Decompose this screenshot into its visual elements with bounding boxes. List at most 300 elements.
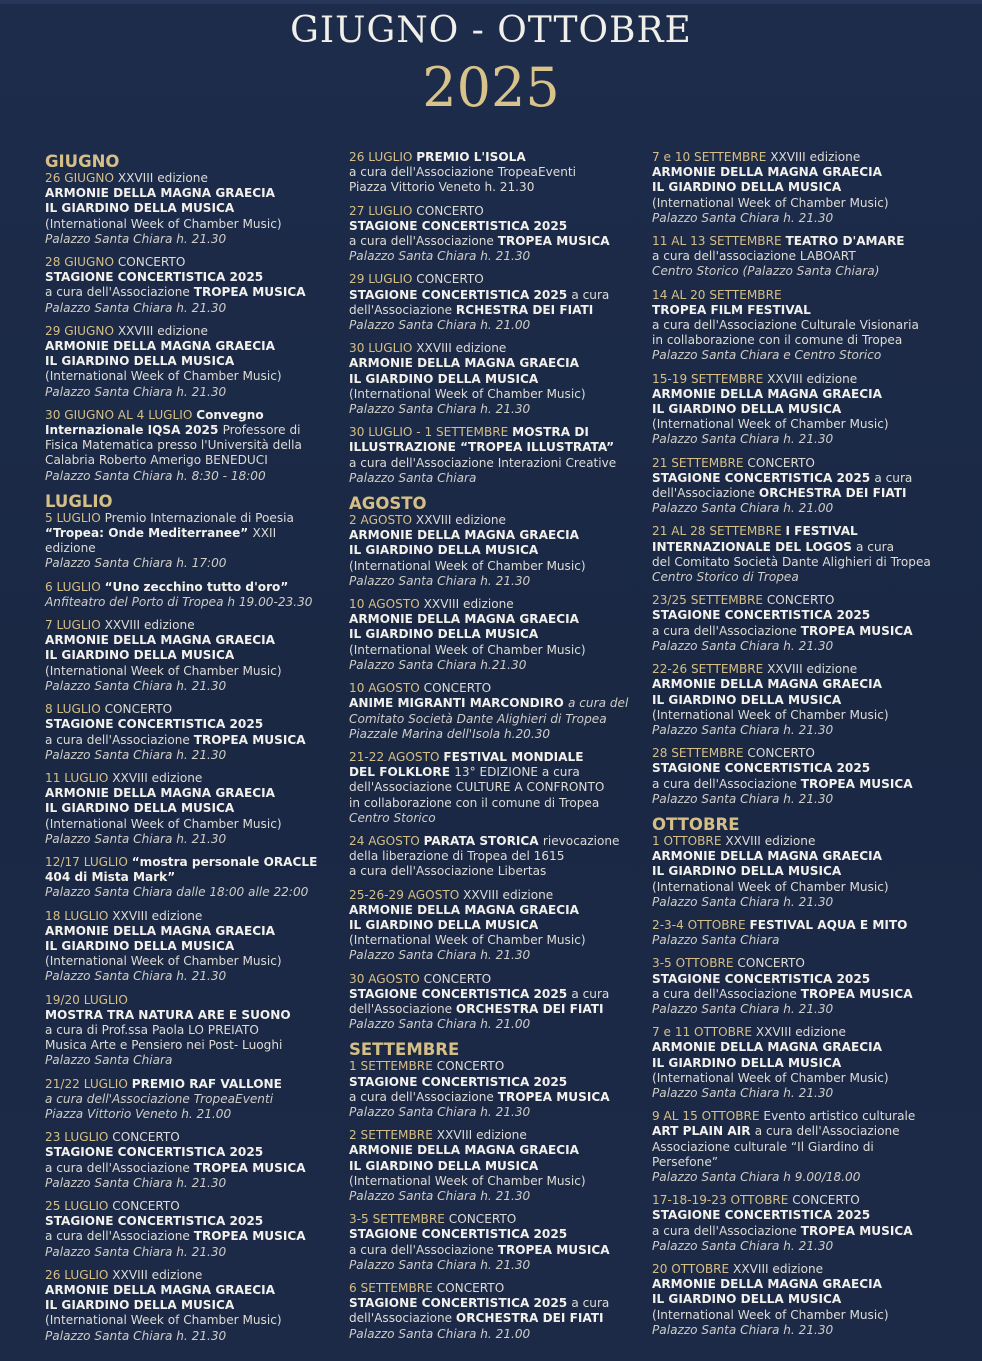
event-text: XXVIII edizione: [415, 513, 506, 528]
event-title: IL GIARDINO DELLA MUSICA: [652, 1055, 842, 1070]
event-date: 29 GIUGNO: [45, 323, 118, 338]
event-text: (International Week of Chamber Music): [652, 417, 889, 432]
event-line: [652, 1071, 942, 1086]
event-title: RCHESTRA DEI FIATI: [455, 302, 594, 317]
event-text: XXVIII edizione: [733, 1262, 824, 1276]
events-column-1: [45, 150, 328, 1352]
event-line: [45, 595, 328, 610]
event-entry: [349, 750, 635, 826]
event-title: PREMIO RAF VALLONE: [131, 1076, 282, 1091]
event-date: 23/25 SETTEMBRE: [652, 593, 767, 608]
event-line: [349, 765, 635, 780]
event-line: [45, 324, 328, 339]
event-line: [652, 372, 942, 387]
event-date: 10 AGOSTO: [349, 681, 424, 696]
event-line: [652, 918, 942, 933]
event-title: TROPEA FILM FESTIVAL: [652, 302, 811, 317]
event-line: [349, 471, 635, 486]
event-location: Palazzo Santa Chiara h. 21.30: [45, 1328, 227, 1343]
event-text: dell'Associazione: [652, 486, 759, 501]
event-text: a cura dell'Associazione: [754, 1124, 900, 1139]
event-title: TROPEA MUSICA: [193, 285, 306, 300]
event-title: “Uno zecchino tutto d'oro”: [104, 579, 289, 594]
event-entry: [652, 662, 942, 738]
event-text: XXVIII edizione: [725, 833, 816, 848]
event-line: [45, 285, 328, 300]
event-entry: [652, 956, 942, 1017]
event-text: a cura dell'Associazione: [45, 1229, 194, 1244]
event-line: [349, 1090, 635, 1105]
event-title: Convegno: [196, 407, 264, 422]
event-location: Palazzo Santa Chiara h. 21.30: [652, 1238, 834, 1253]
event-entry: [349, 1281, 635, 1342]
event-entry: [652, 918, 942, 948]
event-line: [45, 924, 328, 939]
event-line: [45, 648, 328, 663]
event-line: [349, 1281, 635, 1296]
event-line: [652, 849, 942, 864]
event-title: TROPEA MUSICA: [193, 1160, 306, 1175]
event-date: 30 AGOSTO: [349, 971, 424, 986]
event-entry: [349, 425, 635, 486]
event-line: [45, 1245, 328, 1260]
event-line: [349, 627, 635, 642]
event-date: 7 e 11 OTTOBRE: [652, 1025, 756, 1040]
event-date: 3-5 SETTEMBRE: [349, 1212, 449, 1227]
event-text: a cura: [571, 287, 610, 302]
event-entry: [349, 272, 635, 333]
event-line: [45, 556, 328, 571]
event-text: Calabria Roberto Amerigo BENEDUCI: [45, 453, 268, 468]
event-line: [349, 456, 635, 471]
event-entry: [349, 1212, 635, 1273]
event-text: CONCERTO: [112, 1130, 180, 1145]
event-date: 1 OTTOBRE: [652, 833, 726, 848]
event-line: [652, 880, 942, 895]
event-line: [349, 272, 635, 287]
event-line: [45, 438, 328, 453]
event-location: Piazza Vittorio Veneto h. 21.00: [45, 1106, 232, 1121]
event-text: del Comitato Società Dante Alighieri di Tropea: [652, 554, 931, 569]
event-text: XXVIII edizione: [416, 341, 507, 356]
event-line: [45, 870, 328, 885]
event-title: ARMONIE DELLA MAGNA GRAECIA: [652, 1277, 882, 1292]
event-text: Fisica Matematica presso l'Università della: [45, 438, 302, 453]
event-entry: [349, 204, 635, 265]
event-text: a cura dell'Associazione: [349, 234, 498, 249]
event-entry: [652, 524, 942, 585]
event-line: [349, 1311, 635, 1326]
event-entry: [652, 1109, 942, 1185]
event-date: 30 LUGLIO: [349, 341, 417, 356]
event-title: IL GIARDINO DELLA MUSICA: [45, 801, 235, 816]
month-heading: GIUGNO: [45, 152, 120, 171]
event-entry: [45, 909, 328, 985]
event-entry: [349, 341, 635, 417]
event-location: Palazzo Santa Chiara: [45, 1053, 173, 1068]
event-line: [45, 993, 328, 1008]
event-date: 12/17 LUGLIO: [45, 854, 132, 869]
event-location: Palazzo Santa Chiara e Centro Storico: [652, 348, 882, 363]
event-date: 28 SETTEMBRE: [652, 746, 748, 761]
event-line: [45, 954, 328, 969]
event-text: a cura: [571, 1296, 610, 1311]
event-title: “Tropea: Onde Mediterranee”: [45, 526, 253, 541]
event-line: [349, 440, 635, 455]
event-title: ARMONIE DELLA MAGNA GRAECIA: [349, 902, 579, 917]
event-line: [349, 780, 635, 795]
event-title: PREMIO L'ISOLA: [416, 150, 526, 164]
event-title: STAGIONE CONCERTISTICA 2025: [652, 608, 871, 623]
event-title: MOSTRA DI: [512, 425, 589, 440]
event-text: XXVIII edizione: [767, 662, 858, 677]
event-line: [652, 956, 942, 971]
event-line: [652, 264, 942, 279]
event-line: [45, 201, 328, 216]
event-title: ARMONIE DELLA MAGNA GRAECIA: [45, 339, 275, 354]
event-line: [349, 1296, 635, 1311]
event-text: a cura: [856, 539, 894, 554]
event-line: [652, 677, 942, 692]
event-text: CONCERTO: [792, 1193, 860, 1208]
event-line: [45, 832, 328, 847]
event-title: ARMONIE DELLA MAGNA GRAECIA: [652, 165, 882, 180]
event-location: Centro Storico: [349, 810, 436, 825]
event-title: ART PLAIN AIR: [652, 1124, 755, 1139]
event-entry: [652, 746, 942, 807]
event-date: 29 LUGLIO: [349, 272, 417, 287]
event-text: (International Week of Chamber Music): [652, 707, 889, 722]
event-location: Palazzo Santa Chiara h. 17:00: [45, 556, 227, 571]
event-line: [45, 1283, 328, 1298]
event-title: IL GIARDINO DELLA MUSICA: [45, 648, 235, 663]
event-line: [45, 618, 328, 633]
event-line: [349, 288, 635, 303]
event-line: [45, 580, 328, 595]
event-location: Palazzo Santa Chiara h. 21.30: [652, 894, 834, 909]
event-text: XXVIII edizione: [463, 887, 554, 902]
event-line: [45, 702, 328, 717]
event-line: [652, 387, 942, 402]
event-line: [652, 471, 942, 486]
event-line: [349, 1243, 635, 1258]
event-location: Palazzo Santa Chiara: [349, 470, 477, 485]
event-line: [652, 1040, 942, 1055]
event-line: [45, 171, 328, 186]
event-line: [45, 385, 328, 400]
event-line: [652, 486, 942, 501]
event-location: Palazzo Santa Chiara h. 21.30: [652, 1322, 834, 1337]
event-location: a cura del: [568, 696, 629, 711]
event-line: [349, 933, 635, 948]
event-location: Palazzo Santa Chiara h. 21.30: [652, 432, 834, 447]
event-text: Premio Internazionale di Poesia: [104, 510, 294, 525]
event-line: [349, 597, 635, 612]
event-title: IL GIARDINO DELLA MUSICA: [349, 371, 539, 386]
event-text: Piazza Vittorio Veneto h. 21.30: [349, 180, 535, 195]
top-decorative-band: [0, 0, 982, 4]
event-title: TROPEA MUSICA: [800, 623, 913, 638]
event-line: [652, 402, 942, 417]
event-title: FESTIVAL MONDIALE: [443, 749, 584, 764]
month-heading: SETTEMBRE: [349, 1040, 460, 1060]
event-entry: [45, 1077, 328, 1123]
event-location: Anfiteatro del Porto di Tropea h 19.00-23.30: [45, 594, 313, 609]
event-text: XXVIII edizione: [423, 597, 514, 612]
event-text: XXVIII edizione: [117, 323, 208, 338]
event-line: [652, 723, 942, 738]
event-line: [652, 1193, 942, 1208]
event-date: 24 AGOSTO: [349, 833, 424, 848]
event-line: [652, 570, 942, 585]
event-line: [652, 196, 942, 211]
event-line: [652, 1224, 942, 1239]
event-text: CONCERTO: [423, 971, 492, 986]
event-line: [349, 234, 635, 249]
event-text: (International Week of Chamber Music): [349, 558, 586, 573]
event-text: (International Week of Chamber Music): [349, 386, 586, 401]
event-line: [652, 987, 942, 1002]
event-text: CONCERTO: [117, 255, 186, 270]
event-location: Palazzo Santa Chiara h 9.00/18.00: [652, 1169, 861, 1184]
event-line: [652, 593, 942, 608]
event-date: 30 LUGLIO - 1 SETTEMBRE: [349, 425, 513, 440]
event-text: 13° EDIZIONE a cura: [454, 765, 580, 780]
event-text: (International Week of Chamber Music): [45, 816, 282, 831]
event-line: [45, 423, 328, 438]
event-title: 404 di Mista Mark”: [45, 870, 176, 885]
event-line: [652, 348, 942, 363]
event-line: [45, 1329, 328, 1344]
event-title: STAGIONE CONCERTISTICA 2025: [349, 1074, 568, 1089]
event-title: ORCHESTRA DEI FIATI: [455, 1001, 604, 1016]
event-line: [349, 1105, 635, 1120]
event-line: [652, 417, 942, 432]
event-line: [349, 796, 635, 811]
event-line: [652, 1086, 942, 1101]
event-date: 7 LUGLIO: [45, 618, 105, 633]
event-line: [45, 270, 328, 285]
event-line: [652, 693, 942, 708]
event-text: Associazione culturale “Il Giardino di Persefone”: [652, 1139, 874, 1169]
event-date: 15-19 SETTEMBRE: [652, 371, 768, 386]
event-line: [45, 1145, 328, 1160]
event-line: [349, 165, 635, 180]
event-title: ARMONIE DELLA MAGNA GRAECIA: [652, 849, 882, 864]
event-entry: [45, 855, 328, 901]
event-title: IL GIARDINO DELLA MUSICA: [45, 354, 235, 369]
event-text: a cura dell'associazione LABOART: [652, 249, 856, 264]
event-line: [652, 933, 942, 948]
event-line: [349, 180, 635, 195]
event-location: Centro Storico di Tropea: [652, 570, 799, 585]
event-text: XXVIII edizione: [436, 1128, 527, 1143]
event-line: [349, 1212, 635, 1227]
event-title: ARMONIE DELLA MAGNA GRAECIA: [45, 1283, 275, 1297]
event-title: IL GIARDINO DELLA MUSICA: [45, 1298, 235, 1313]
event-line: [652, 318, 942, 333]
event-line: [652, 624, 942, 639]
event-line: [349, 849, 635, 864]
event-text: Evento artistico culturale: [763, 1109, 916, 1124]
event-line: [349, 543, 635, 558]
event-line: [45, 301, 328, 316]
event-line: [349, 696, 635, 711]
event-line: [652, 972, 942, 987]
event-line: [652, 708, 942, 723]
event-line: [45, 1023, 328, 1038]
event-line: [349, 1059, 635, 1074]
event-title: STAGIONE CONCERTISTICA 2025: [349, 986, 572, 1001]
event-line: [45, 786, 328, 801]
event-line: [349, 387, 635, 402]
event-line: [652, 1208, 942, 1223]
event-title: ARMONIE DELLA MAGNA GRAECIA: [45, 786, 275, 801]
event-line: [349, 1159, 635, 1174]
event-location: Centro Storico (Palazzo Santa Chiara): [652, 264, 880, 279]
event-entry: [45, 580, 328, 610]
event-location: Palazzo Santa Chiara h. 21.30: [652, 1085, 834, 1100]
event-line: [45, 1053, 328, 1068]
event-line: [45, 1229, 328, 1244]
event-line: [349, 559, 635, 574]
event-title: “mostra personale ORACLE: [131, 854, 318, 869]
event-text: XXVIII edizione: [767, 371, 858, 386]
event-title: ARMONIE DELLA MAGNA GRAECIA: [45, 186, 275, 201]
event-date: 20 OTTOBRE: [652, 1262, 734, 1276]
event-text: (International Week of Chamber Music): [652, 195, 889, 210]
event-date: 18 LUGLIO: [45, 908, 113, 923]
event-line: [349, 372, 635, 387]
event-title: IL GIARDINO DELLA MUSICA: [652, 692, 842, 707]
event-text: a cura dell'Associazione: [45, 732, 194, 747]
event-title: ARMONIE DELLA MAGNA GRAECIA: [349, 356, 579, 371]
event-line: [652, 834, 942, 849]
event-line: [45, 717, 328, 732]
event-text: a cura dell'Associazione TropeaEventi: [349, 165, 576, 180]
event-line: [349, 150, 635, 165]
event-text: a cura: [874, 470, 913, 485]
event-title: TROPEA MUSICA: [800, 986, 913, 1001]
event-line: [652, 180, 942, 195]
event-line: [45, 1038, 328, 1053]
event-title: ARMONIE DELLA MAGNA GRAECIA: [652, 677, 882, 692]
event-line: [45, 1268, 328, 1283]
event-text: CONCERTO: [737, 956, 805, 971]
event-entry: [45, 702, 328, 763]
event-text: CONCERTO: [436, 1281, 505, 1295]
event-date: 9 AL 15 OTTOBRE: [652, 1109, 764, 1124]
event-title: STAGIONE CONCERTISTICA 2025: [45, 270, 264, 285]
event-date: 21/22 LUGLIO: [45, 1076, 132, 1091]
event-entry: [652, 1025, 942, 1101]
event-line: [45, 217, 328, 232]
event-location: Comitato Società Dante Alighieri di Tropea: [349, 711, 607, 726]
event-title: IL GIARDINO DELLA MUSICA: [45, 201, 235, 216]
event-line: [45, 1077, 328, 1092]
event-line: [45, 733, 328, 748]
event-line: [652, 234, 942, 249]
event-line: [349, 402, 635, 417]
event-entry: [652, 372, 942, 448]
event-text: XXVIII edizione: [755, 1025, 846, 1040]
event-text: dell'Associazione: [349, 1311, 456, 1326]
event-date: 23 LUGLIO: [45, 1130, 113, 1145]
event-location: Palazzo Santa Chiara h. 21.30: [652, 210, 834, 225]
event-text: CONCERTO: [436, 1059, 505, 1074]
event-line: [45, 354, 328, 369]
event-title: MOSTRA TRA NATURA ARE E SUONO: [45, 1007, 291, 1022]
event-line: [45, 1092, 328, 1107]
event-title: IL GIARDINO DELLA MUSICA: [652, 1292, 842, 1307]
event-line: [349, 1189, 635, 1204]
event-line: [349, 425, 635, 440]
event-line: [45, 408, 328, 423]
event-date: 2 SETTEMBRE: [349, 1128, 437, 1143]
event-text: in collaborazione con il comune di Tropea: [349, 795, 600, 810]
event-line: [652, 165, 942, 180]
event-line: [45, 633, 328, 648]
event-line: [349, 888, 635, 903]
month-heading: OTTOBRE: [652, 814, 740, 834]
event-line: [349, 834, 635, 849]
event-title: ARMONIE DELLA MAGNA GRAECIA: [652, 1040, 882, 1055]
event-line: [349, 249, 635, 264]
event-title: TEATRO D'AMARE: [785, 234, 905, 249]
event-line: [349, 1327, 635, 1342]
event-text: XXVIII edizione: [770, 150, 861, 164]
event-entry: [349, 1128, 635, 1204]
event-line: [652, 1262, 942, 1277]
event-title: INTERNAZIONALE DEL LOGOS: [652, 539, 857, 554]
event-title: STAGIONE CONCERTISTICA 2025: [349, 1227, 568, 1242]
event-line: [652, 432, 942, 447]
event-line: [652, 1025, 942, 1040]
event-line: [652, 1140, 942, 1170]
event-entry: [45, 1130, 328, 1191]
event-date: 2 AGOSTO: [349, 513, 416, 528]
event-text: a cura: [571, 986, 610, 1001]
event-line: [45, 801, 328, 816]
event-line: [652, 864, 942, 879]
event-title: IL GIARDINO DELLA MUSICA: [349, 543, 539, 558]
event-line: [45, 1313, 328, 1328]
event-title: IL GIARDINO DELLA MUSICA: [349, 1158, 539, 1173]
event-entry: [652, 150, 942, 226]
event-line: [45, 1298, 328, 1313]
event-line: [349, 513, 635, 528]
event-entry: [349, 150, 635, 196]
event-line: [652, 895, 942, 910]
event-title: TROPEA MUSICA: [497, 234, 610, 249]
event-location: Palazzo Santa Chiara h. 21.30: [45, 300, 227, 315]
header-title: GIUGNO - OTTOBRE: [290, 10, 692, 51]
event-date: 11 AL 13 SETTEMBRE: [652, 234, 786, 249]
event-date: 25 LUGLIO: [45, 1198, 113, 1213]
event-title: ARMONIE DELLA MAGNA GRAECIA: [349, 1143, 579, 1158]
event-line: [652, 746, 942, 761]
event-text: XXVIII edizione: [112, 770, 203, 785]
event-date: 26 LUGLIO: [349, 150, 417, 164]
events-column-2: [349, 150, 635, 1350]
event-location: Palazzo Santa Chiara h. 21.30: [349, 573, 531, 588]
event-title: IL GIARDINO DELLA MUSICA: [652, 402, 842, 417]
event-location: Palazzo Santa Chiara h. 21.30: [652, 638, 834, 653]
event-line: [349, 712, 635, 727]
event-line: [45, 1161, 328, 1176]
event-line: [652, 1170, 942, 1185]
event-line: [349, 864, 635, 879]
